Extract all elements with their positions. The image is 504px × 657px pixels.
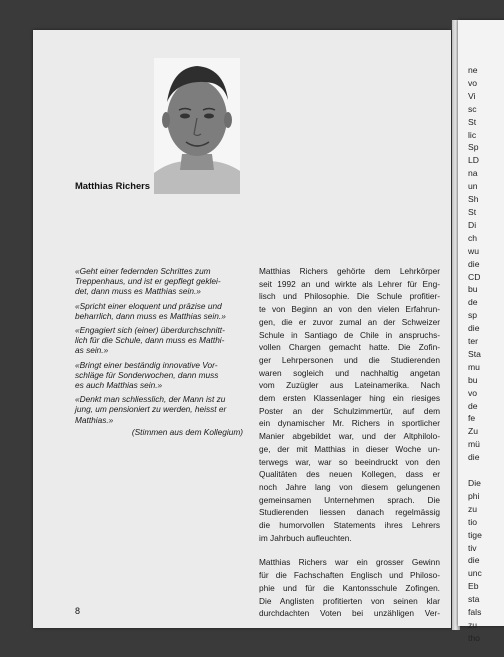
right-page-line: St [468,206,477,217]
quote-item [75,301,243,321]
right-page-line [468,464,504,477]
right-page-line: fe [468,413,476,424]
body-line: waren sogleich und nachhaltig angetan [259,367,440,378]
right-page-line: vo [468,387,478,398]
quote-line: Matthias.» [75,414,114,425]
right-page-line: lic [468,129,477,140]
right-page-text [468,64,504,645]
body-line: Poster an der Schulzimmertür, auf dem [259,405,440,416]
right-page-line: bu [468,284,478,295]
quote-line: «Geht einer federnden Schrittes zum [75,266,211,276]
body-paragraph [259,556,440,620]
right-page-line: na [468,168,478,179]
right-page-line: Sp [468,142,479,153]
right-page-line: Sh [468,194,479,205]
right-page-line: fals [468,607,482,618]
article-body [259,265,440,632]
quotes-column [75,266,243,437]
body-paragraph [259,265,440,544]
right-page-line: sta [468,594,480,605]
right-page-line: Zu [468,426,479,437]
body-line: vom Zuzügler aus Lateinamerika. Nach [259,380,440,391]
right-page-line: vo [468,77,478,88]
quote-line: as sein.» [75,345,109,356]
right-page-line: phi [468,490,480,501]
right-page-line: CD [468,271,481,282]
right-page-line: die [468,452,480,463]
right-page-line: mü [468,439,480,450]
quote-line: «Spricht einer eloquent und präzise und [75,300,222,311]
quote-line: «Denkt man schliesslich, der Mann ist zu [75,394,226,405]
right-page-line: sp [468,310,478,321]
right-page-line: mu [468,361,480,372]
body-line: Die Anglisten profitierten von seinen klar [259,595,440,606]
right-page-line: Eb [468,581,479,592]
body-line: vollen Chargen gemacht hatte. Die Zofin- [259,342,440,353]
right-page-line: de [468,400,478,411]
right-page-line: die [468,323,480,334]
body-line: seit 1992 an und wirkte als Lehrer für Eng- [259,278,440,289]
body-line: Matthias Richers war ein grosser Gewinn [259,557,440,568]
right-page-line: Vi [468,90,476,101]
quote-line: «Bringt einer beständig innovative Vor- [75,359,218,370]
body-line: Qualitäten des neuen Kollegen, dass er [259,469,440,480]
right-page-line: tige [468,529,482,540]
quote-attribution: (Stimmen aus dem Kollegium) [131,426,243,437]
body-line: dem ersten Klassenlager hing ein riesiges [259,393,440,404]
quote-item [75,360,243,391]
body-line: terwegs war, war so beeindruckt von den [259,456,440,467]
body-line: Studierenden liessen danach regelmässig [259,507,440,518]
body-line: Schule in Santiago de Chile in anspruchs- [259,329,440,340]
body-line: ge, der mit Matthias in dieser Woche un- [259,443,440,454]
quote-line: beharrlich, dann muss es Matthias sein.» [75,310,226,321]
right-page-line: Die [468,478,481,488]
body-line: lisch und Philosophie. Die Schule profitier- [259,291,440,302]
right-page-line: LD [468,155,479,166]
quote-item [75,394,243,425]
right-page-line: tiv [468,542,477,553]
right-page-line: Di [468,219,477,230]
portrait-photo [154,58,240,194]
body-line: ein dynamischer Mr. Richers in sportlicher [259,418,440,429]
body-line: te von Beginn an von den vielen Erfahrun- [259,304,440,315]
right-page-line: die [468,555,480,566]
quote-line: schläge für Sonderwochen, dann muss [75,369,219,380]
right-page-line: ch [468,232,478,243]
body-line: durchdachten Voten bei unzähligen Ver- [259,608,440,619]
body-line: Manier abgebildet war, und der Altphilolo- [259,431,440,442]
right-page-line: tho [468,632,480,643]
quote-item [75,266,243,297]
right-page-line: tio [468,516,478,527]
body-line: im Jahrbuch aufleuchten. [259,532,352,543]
right-page-line: ter [468,336,479,347]
right-page-line: St [468,116,477,127]
body-line: für die Fachschaften Englisch und Philoso- [259,570,440,581]
right-page-line: Sta [468,348,481,359]
right-page-line: die [468,258,480,269]
quote-line: Treppenhaus, und ist er gepflegt geklei- [75,276,221,287]
body-line: die humorvollen Statements ihres Lehrers [259,520,440,531]
quote-line: jung, um pensioniert zu werden, heisst er [75,404,227,415]
photo-caption: Matthias Richers [75,180,151,191]
quote-line: «Engagiert sich (einer) überdurchschnitt- [75,325,225,336]
body-line: ger Lehrpersonen und die Studierenden [259,354,440,365]
right-page-line: ne [468,65,478,75]
right-page-line: zu [468,619,478,630]
quote-line: det, dann muss es Matthias sein.» [75,286,201,297]
body-line: gemeinsamen Unternehmen sprach. Die [259,494,440,505]
page-number: 8 [75,606,81,616]
right-page-line: zu [468,503,478,514]
quote-line: lich für die Schule, dann muss es Matthi- [75,335,225,346]
body-line: phie und für die Kantonsschule Zofingen. [259,582,440,593]
quote-line: es auch Matthias sein.» [75,380,163,391]
quote-item [75,325,243,356]
right-page-line: bu [468,374,478,385]
right-page-line: de [468,297,478,308]
right-page-line: unc [468,568,482,579]
right-page-line: un [468,181,478,192]
body-line: gen, die er zuvor zumal an der Schweizer [259,316,440,327]
body-line: Matthias Richers gehörte dem Lehrkörper [259,266,440,276]
right-page-line: sc [468,103,477,114]
body-line: noch Jahre lang von diesem gelungenen [259,481,440,492]
right-page-line: wu [468,245,479,256]
